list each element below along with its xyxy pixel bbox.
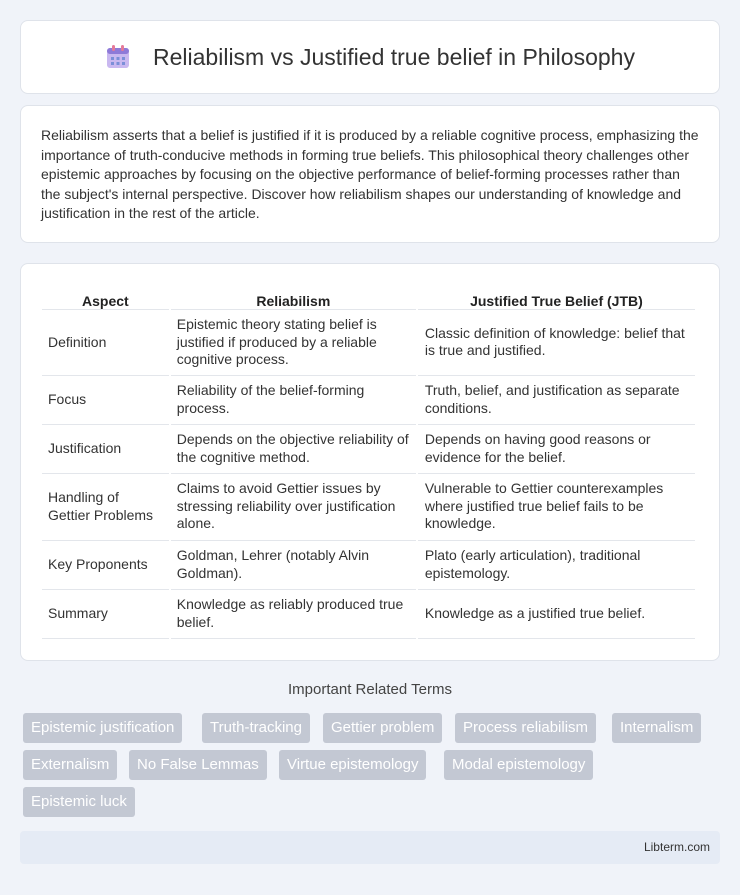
row-aspect: Justification: [42, 425, 169, 474]
header-reliabilism: Reliabilism: [171, 284, 416, 310]
header-aspect: Aspect: [42, 284, 169, 310]
intro-paragraph: Reliabilism asserts that a belief is justified if it is produced by a reliable cognitive process, emphasizing the importance of truth-conducive methods in forming true beliefs. This philosophical theory challenges other epistemic approaches by focusing on the objective performance of belief-forming processes rather than the subject's internal perspective. Discover how reliabilism shapes our understanding of knowledge and justification in the rest of the article.: [41, 127, 699, 221]
row-reliabilism: Epistemic theory stating belief is justified if produced by a reliable cognitive process.: [171, 310, 416, 376]
row-reliabilism: Knowledge as reliably produced true belief.: [171, 590, 416, 639]
row-aspect: Focus: [42, 376, 169, 425]
term-tag[interactable]: Externalism: [23, 750, 117, 780]
table-row: [42, 541, 695, 590]
row-jtb: Truth, belief, and justification as separate conditions.: [418, 376, 695, 425]
row-reliabilism: Claims to avoid Gettier issues by stressing reliability over justification alone.: [171, 474, 416, 541]
term-tag[interactable]: Modal epistemology: [444, 750, 593, 780]
title-card: [20, 20, 720, 94]
table-row: [42, 425, 695, 474]
comparison-table: [40, 284, 697, 639]
calendar-icon: [105, 44, 131, 70]
row-reliabilism: Goldman, Lehrer (notably Alvin Goldman).: [171, 541, 416, 590]
table-row: [42, 474, 695, 541]
term-tag[interactable]: Virtue epistemology: [279, 750, 426, 780]
intro-card: [20, 105, 720, 243]
table-row: [42, 590, 695, 639]
header-jtb: Justified True Belief (JTB): [418, 284, 695, 310]
term-tag[interactable]: Truth-tracking: [202, 713, 310, 743]
term-tag[interactable]: Gettier problem: [323, 713, 442, 743]
term-tag[interactable]: Internalism: [612, 713, 701, 743]
row-jtb: Depends on having good reasons or evidence for the belief.: [418, 425, 695, 474]
table-row: [42, 310, 695, 376]
page-title: Reliabilism vs Justified true belief in Philosophy: [153, 43, 635, 70]
table-header-row: [42, 284, 695, 310]
term-tag[interactable]: No False Lemmas: [129, 750, 267, 780]
comparison-table-card: [20, 263, 720, 661]
row-aspect: Handling of Gettier Problems: [42, 474, 169, 541]
term-tag[interactable]: Process reliabilism: [455, 713, 596, 743]
footer: [20, 831, 720, 864]
term-tag[interactable]: Epistemic luck: [23, 787, 135, 817]
row-reliabilism: Reliability of the belief-forming process.: [171, 376, 416, 425]
row-jtb: Classic definition of knowledge: belief that is true and justified.: [418, 310, 695, 376]
row-reliabilism: Depends on the objective reliability of the cognitive method.: [171, 425, 416, 474]
term-tag[interactable]: Epistemic justification: [23, 713, 182, 743]
row-jtb: Plato (early articulation), traditional epistemology.: [418, 541, 695, 590]
row-aspect: Summary: [42, 590, 169, 639]
related-terms-title: Important Related Terms: [288, 681, 452, 698]
table-row: [42, 376, 695, 425]
row-aspect: Definition: [42, 310, 169, 376]
footer-site-link[interactable]: Libterm.com: [643, 840, 710, 854]
row-jtb: Vulnerable to Gettier counterexamples where justified true belief fails to be knowledge.: [418, 474, 695, 541]
row-aspect: Key Proponents: [42, 541, 169, 590]
row-jtb: Knowledge as a justified true belief.: [418, 590, 695, 639]
